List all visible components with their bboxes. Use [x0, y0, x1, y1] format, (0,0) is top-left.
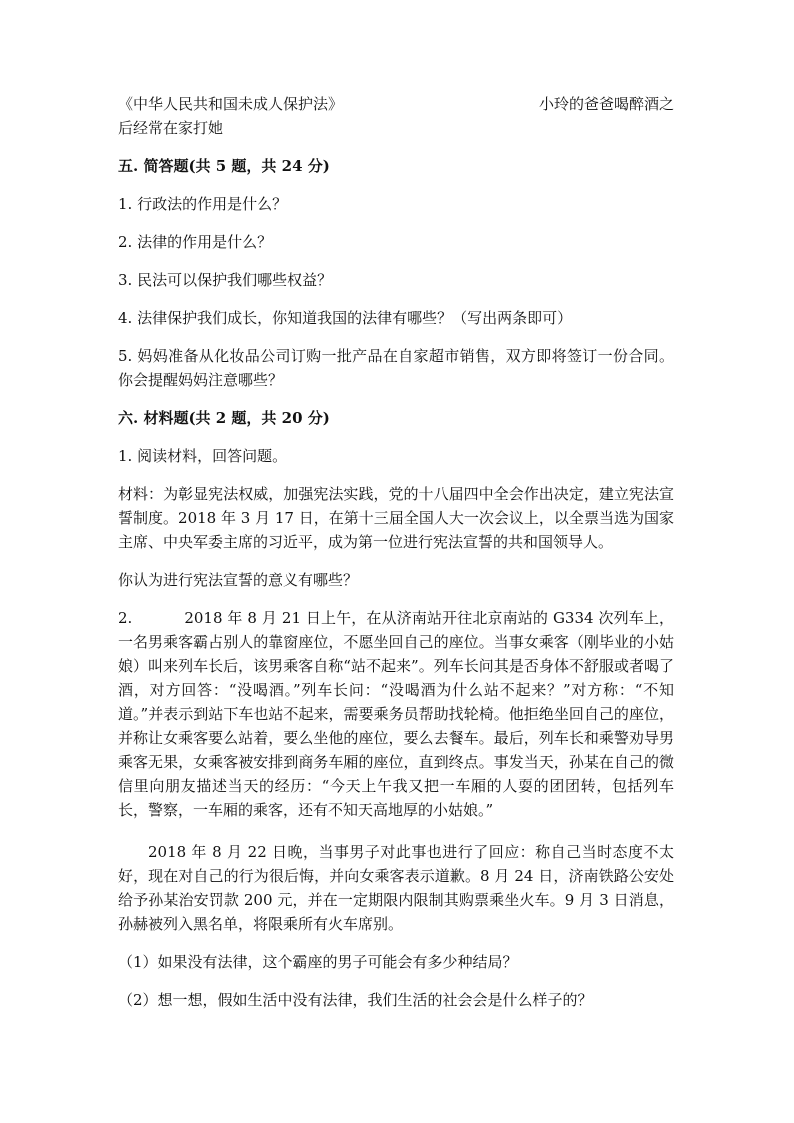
matching-case-continuation: 后经常在家打她 [118, 119, 224, 137]
question-6-2-paragraph-2: 2018 年 8 月 22 日晚，当事男子对此事也进行了回应：称自己当时态度不太好，现在对自己的行为很后悔，并向女乘客表示道歉。8 月 24 日，济南铁路公安处给予孙某治安罚款 200 元，并在一定期限内限制其购票乘坐火车。9 月 3 日消息，孙赫被列入黑名单，将限乘所有火车席别。 [118, 843, 674, 933]
question-5-4: 4. 法律保护我们成长，你知道我国的法律有哪些？（写出两条即可） [118, 309, 573, 327]
question-6-1-intro: 1. 阅读材料，回答问题。 [118, 447, 288, 465]
question-6-1-question: 你认为进行宪法宣誓的意义有哪些？ [118, 571, 359, 589]
question-5-2: 2. 法律的作用是什么？ [118, 233, 273, 251]
section-five-heading: 五. 简答题(共 5 题，共 24 分) [118, 157, 330, 175]
question-6-2-sub-1: （1）如果没有法律，这个霸座的男子可能会有多少种结局？ [118, 953, 518, 971]
section-six-heading: 六. 材料题(共 2 题，共 20 分) [118, 409, 330, 427]
question-5-3: 3. 民法可以保护我们哪些权益？ [118, 271, 333, 289]
top-row [118, 92, 674, 116]
question-6-2-sub-2: （2）想一想，假如生活中没有法律，我们生活的社会会是什么样子的？ [118, 991, 593, 1009]
matching-case-text: 小玲的爸爸喝醉酒之 [538, 95, 674, 113]
law-title: 《中华人民共和国未成人保护法》 [118, 95, 344, 113]
question-6-2-text-1: 2018 年 8 月 21 日上午，在从济南站开往北京南站的 G334 次列车上，一名男乘客霸占别人的靠窗座位，不愿坐回自己的座位。当事女乘客（刚毕业的小姑娘）叫来列车长后，该男乘客自称“站不起来”。列车长问其是否身体不舒服或者喝了酒，对方回答：“没喝酒。”列车长问：“没喝酒为什么站不起来？”对方称：“不知道。”并表示到站下车也站不起来，需要乘务员帮助找轮椅。他拒绝坐回自己的座位，并称让女乘客要么站着，要么坐他的座位，要么去餐车。最后，列车长和乘警劝导男乘客无果，女乘客被安排到商务车厢的座位，直到终点。事发当天，孙某在自己的微信里向朋友描述当天的经历：“今天上午我又把一车厢的人耍的团团转，包括列车长，警察，一车厢的乘客，还有不知天高地厚的小姑娘。” [118, 609, 674, 819]
question-6-1-material: 材料：为彰显宪法权威，加强宪法实践，党的十八届四中全会作出决定，建立宪法宣誓制度。2018 年 3 月 17 日，在第十三届全国人大一次会议上，以全票当选为国家主席、中央军委主席的习近平，成为第一位进行宪法宣誓的共和国领导人。 [118, 485, 674, 551]
question-6-2-paragraph-1 [118, 606, 674, 822]
question-5-1: 1. 行政法的作用是什么？ [118, 195, 288, 213]
document-page [118, 92, 674, 1012]
question-6-2-number: 2. [118, 609, 133, 627]
question-5-5: 5. 妈妈准备从化妆品公司订购一批产品在自家超市销售，双方即将签订一份合同。你会提醒妈妈注意哪些？ [118, 347, 674, 389]
